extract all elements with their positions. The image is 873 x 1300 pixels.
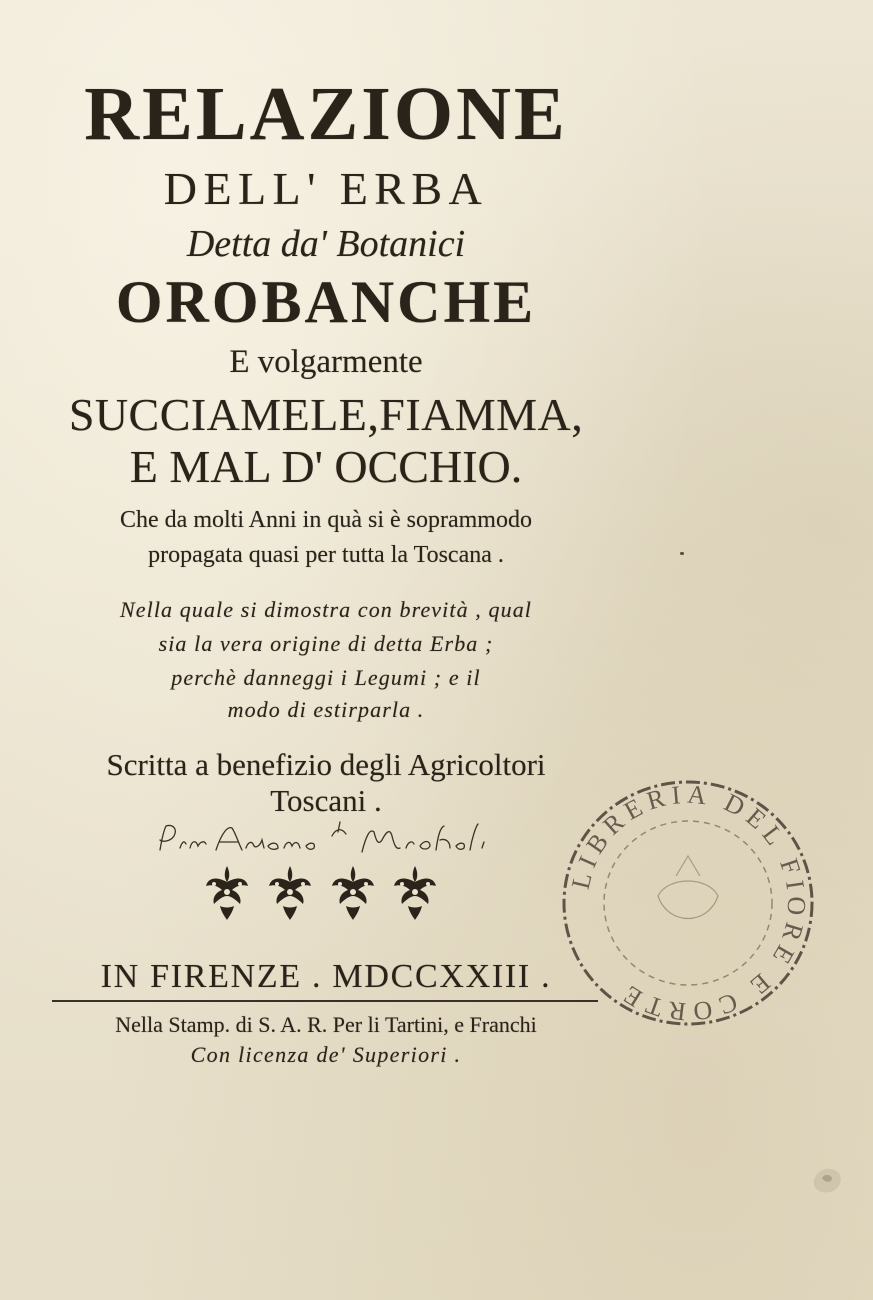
ink-speck — [680, 552, 684, 555]
imprint-printer: Nella Stamp. di S. A. R. Per li Tartini, e Franchi — [115, 1012, 537, 1037]
title-line-2: DELL' ERBA — [163, 163, 489, 214]
italic-line-1: Nella quale si dimostra con brevità , qual — [119, 597, 533, 622]
paper-stain — [808, 1160, 848, 1200]
library-stamp-seal — [558, 776, 818, 1030]
title-line-3: Detta da' Botanici — [186, 223, 466, 265]
svg-text:LIBRERIA DEL FIORE E CORTE: LIBRERIA DEL FIORE E CORTE — [565, 779, 812, 1027]
common-names-line-1: SUCCIAMELE,FIAMMA, — [68, 389, 584, 440]
italic-line-4: modo di estirparla . — [227, 697, 425, 722]
fleuron-ornament — [200, 862, 445, 924]
written-for-line-2: Toscani . — [270, 783, 382, 818]
common-names-line-2: E MAL D' OCCHIO. — [129, 441, 523, 492]
title-line-5: E volgarmente — [229, 344, 423, 380]
italic-line-3: perchè danneggi i Legumi ; e il — [171, 665, 481, 690]
main-title: RELAZIONE — [84, 72, 568, 156]
imprint-license: Con licenza de' Superiori . — [190, 1042, 462, 1067]
written-for-line-1: Scritta a benefizio degli Agricoltori — [106, 747, 546, 782]
imprint-rule — [52, 1000, 598, 1002]
handwritten-signature — [150, 818, 490, 862]
italic-line-2: sia la vera origine di detta Erba ; — [158, 631, 494, 656]
description-line-1: Che da molti Anni in quà si è soprammodo — [120, 507, 532, 533]
imprint-place-date: IN FIRENZE . MDCCXXIII . — [100, 958, 552, 995]
plant-name: OROBANCHE — [115, 269, 537, 335]
description-line-2: propagata quasi per tutta la Toscana . — [148, 542, 504, 568]
